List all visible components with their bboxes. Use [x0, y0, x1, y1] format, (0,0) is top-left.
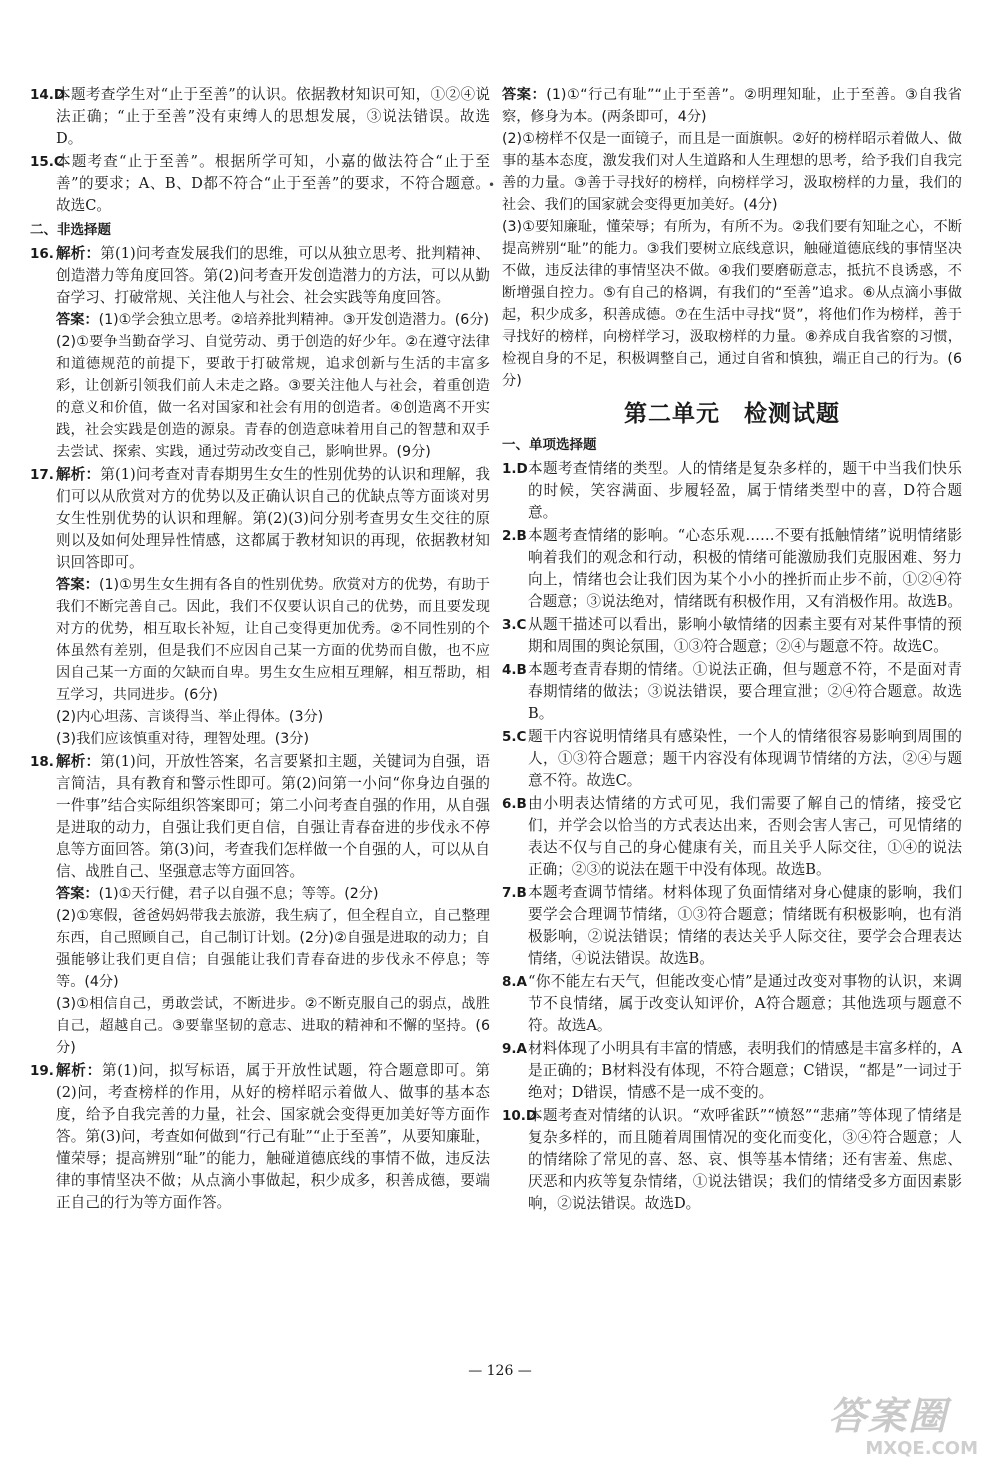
- answer-text: (3)①相信自己，勇敢尝试，不断进步。②不断克服自己的弱点，战胜自己，超越自己。③要靠坚韧的意志、进取的精神和不懈的坚持。(6分): [56, 996, 490, 1056]
- answer-item: [502, 1038, 962, 1104]
- answer-label: 答案：: [56, 312, 99, 328]
- item-text: “你不能左右天气，但能改变心情”是通过改变对事物的认识，来调节不良情绪，属于改变认知评价，A符合题意；其他选项与题意不符。故选A。: [528, 973, 962, 1034]
- analysis-label: 解析：: [56, 1062, 102, 1079]
- watermark-url: MXQE.COM: [865, 1438, 978, 1459]
- answer-label: 答案：: [502, 87, 547, 103]
- item-number: 3.C: [502, 617, 527, 633]
- answer-label: 答案：: [56, 886, 99, 902]
- item-number: 19.: [30, 1063, 54, 1079]
- question-16: [30, 243, 490, 463]
- left-column: [30, 84, 490, 1215]
- item-text: 本题考查对情绪的认识。“欢呼雀跃”“愤怒”“悲痛”等体现了情绪是复杂多样的，而且随着周围情况的变化而变化，③④符合题意；人的情绪除了常见的喜、怒、哀、惧等基本情绪；还有害羞、焦虑、厌恶和内疚等复杂情绪，①说法错误；我们的情绪受多方面因素影响，②说法错误。故选D。: [528, 1107, 962, 1212]
- answer-item: [502, 614, 962, 658]
- item-number: 16.: [30, 246, 54, 262]
- answer-paragraph: [56, 883, 490, 905]
- answer-item: [502, 793, 962, 881]
- item-text: 本题考查学生对“止于至善”的认识。依据教材知识可知，①②④说法正确；“止于至善”没有束缚人的思想发展，③说法错误。故选D。: [56, 86, 490, 147]
- item-number: 8.A: [502, 974, 527, 990]
- item-number: 10.D: [502, 1108, 538, 1124]
- answer-text: (1)①天行健，君子以自强不息；等等。(2分): [98, 886, 379, 902]
- item-text: 本题考查情绪的类型。人的情绪是复杂多样的，题干中当我们快乐的时候，笑容满面、步履轻盈，属于情绪类型中的喜，D符合题意。: [528, 460, 962, 521]
- answer-text: (3)我们应该慎重对待，理智处理。(3分): [56, 731, 310, 747]
- analysis-paragraph: [56, 243, 490, 309]
- section-heading: 一、单项选择题: [502, 437, 597, 453]
- question-18: [30, 751, 490, 1059]
- item-text: 本题考查“止于至善”。根据所学可知，小嘉的做法符合“止于至善”的要求；A、B、D都不符合“止于至善”的要求，不符合题意。故选C。: [56, 153, 490, 214]
- right-column: [502, 84, 962, 1216]
- analysis-label: 解析：: [56, 245, 101, 262]
- analysis-paragraph: [56, 464, 490, 574]
- answer-item: [30, 84, 490, 150]
- answer-item: [502, 659, 962, 725]
- watermark-logo: 答案圈: [828, 1394, 949, 1438]
- item-text: 本题考查青春期的情绪。①说法正确，但与题意不符，不是面对青春期情绪的做法；③说法错误，要合理宣泄；②④符合题意。故选B。: [528, 661, 962, 722]
- answer-paragraph: [56, 574, 490, 706]
- item-number: 9.A: [502, 1041, 527, 1057]
- item-number: 17.: [30, 467, 54, 483]
- item-number: 14.D: [30, 87, 66, 103]
- analysis-text: 第(1)问，拟写标语，属于开放性试题，符合题意即可。第(2)问，考查榜样的作用，从好的榜样昭示着做人、做事的基本态度，给予自我完善的力量，社会、国家就会变得更加美好等方面作答。第(3)问，考查如何做到“行己有耻”“止于至善”，从要知廉耻，懂荣辱；提高辨别“耻”的能力，触碰道德底线的事情不做，违反法律的事情坚决不做；从点滴小事做起，积少成多，积善成德，要端正自己的行为等方面作答。: [56, 1062, 490, 1211]
- answer-label: 答案：: [56, 577, 99, 593]
- item-number: 4.B: [502, 662, 527, 678]
- answer-text: (1)①学会独立思考。②培养批判精神。③开发创造潜力。(6分): [98, 312, 490, 328]
- item-number: 1.D: [502, 461, 528, 477]
- answer-text: (2)①寒假，爸爸妈妈带我去旅游，我生病了，但全程自立，自己整理东西，自己照顾自己，自己制订计划。(2分)②自强是进取的动力；自强能够让我们更自信；自强能让我们青春奋进的步伐永不停息；等等。(4分): [56, 908, 490, 990]
- item-text: 由小明表达情绪的方式可见，我们需要了解自己的情绪，接受它们，并学会以恰当的方式表达出来，否则会害人害己，可见情绪的表达不仅与自己的身心健康有关，而且关乎人际交往，①④的说法正确；②③的说法在题干中没有体现。故选B。: [528, 795, 962, 878]
- analysis-text: 第(1)问，开放性答案，名言要紧扣主题，关键词为自强，语言简洁，具有教育和警示性即可。第(2)问第一小问“你身边自强的一件事”结合实际组织答案即可；第二小问考查自强的作用，从自强是进取的动力，自强让我们更自信，自强让青春奋进的步伐永不停息等方面回答。第(3)问，考查我们怎样做一个自强的人，可以从自信、战胜自己、坚强意志等方面回答。: [56, 753, 490, 880]
- question-19: [30, 1060, 490, 1214]
- answer-text: (2)①榜样不仅是一面镜子，而且是一面旗帜。②好的榜样昭示着做人、做事的基本态度，激发我们对人生道路和人生理想的思考，给予我们自我完善的力量。③善于寻找好的榜样，向榜样学习，汲取榜样的力量，我们的社会、我们的国家就会变得更加美好。(4分): [502, 131, 962, 213]
- analysis-paragraph: [56, 1060, 490, 1214]
- answer-text: (1)①“行己有耻”“止于至善”。②明理知耻，止于至善。③自我省察，修身为本。(两条即可，4分): [502, 87, 962, 125]
- item-number: 6.B: [502, 796, 527, 812]
- answer-paragraph: [502, 84, 962, 128]
- page-number: — 126 —: [468, 1363, 532, 1379]
- unit-title: 第二单元 检测试题: [624, 401, 840, 427]
- item-text: 本题考查调节情绪。材料体现了负面情绪对身心健康的影响，我们要学会合理调节情绪，①③符合题意；情绪既有积极影响，也有消极影响，②说法错误；情绪的表达关乎人际交往，要学会合理表达情绪，④说法错误。故选B。: [528, 884, 962, 967]
- item-number: 15.C: [30, 154, 64, 170]
- item-number: 2.B: [502, 528, 527, 544]
- analysis-text: 第(1)问考查发展我们的思维，可以从独立思考、批判精神、创造潜力等角度回答。第(2)问考查开发创造潜力的方法，可以从勤奋学习、打破常规、关注他人与社会、社会实践等角度回答。: [56, 245, 490, 306]
- answer-item: [502, 882, 962, 970]
- item-text: 题干内容说明情绪具有感染性，一个人的情绪很容易影响到周围的人，①③符合题意；题干内容没有体现调节情绪的方法，②④与题意不符。故选C。: [528, 728, 962, 789]
- answer-item: [502, 726, 962, 792]
- question-19-answer: [502, 84, 962, 392]
- answer-text: (1)①男生女生拥有各自的性别优势。欣赏对方的优势，有助于我们不断完善自己。因此，我们不仅要认识自己的优势，而且要发现对方的优势，相互取长补短，让自己变得更加优秀。②不同性别的个体虽然有差别，但是我们不应因自己某一方面的优势而自傲，也不应因自己某一方面的欠缺而自卑。男生女生应相互理解，相互帮助，相互学习，共同进步。(6分): [56, 577, 490, 703]
- answer-text: (2)①要争当勤奋学习、自觉劳动、勇于创造的好少年。②在遵守法律和道德规范的前提下，要敢于打破常规，追求创新与生活的丰富多彩，让创新引领我们前人未走之路。③要关注他人与社会，着重创造的意义和价值，做一名对国家和社会有用的创造者。④创造离不开实践，社会实践是创造的源泉。青春的创造意味着用自己的智慧和双手去尝试、探索、实践，通过劳动改变自己，影响世界。(9分): [56, 334, 490, 460]
- analysis-label: 解析：: [56, 753, 101, 770]
- item-number: 7.B: [502, 885, 527, 901]
- item-text: 从题干描述可以看出，影响小敏情绪的因素主要有对某件事情的预期和周围的舆论氛围，①③符合题意；②④与题意不符。故选C。: [528, 616, 962, 655]
- answer-item: [502, 1105, 962, 1215]
- answer-item: [502, 525, 962, 613]
- answer-item: [30, 151, 490, 217]
- answer-paragraph: [56, 309, 490, 331]
- item-text: 材料体现了小明具有丰富的情感，表明我们的情感是丰富多样的，A是正确的；B材料没有体现，不符合题意；C错误，“都是”一词过于绝对；D错误，情感不是一成不变的。: [528, 1040, 962, 1101]
- answer-item: [502, 458, 962, 524]
- analysis-paragraph: [56, 751, 490, 883]
- answer-text: (2)内心坦荡、言谈得当、举止得体。(3分): [56, 709, 324, 725]
- stray-dot: •: [488, 178, 496, 192]
- section-heading: 二、非选择题: [30, 222, 111, 238]
- item-text: 本题考查情绪的影响。“心态乐观……不要有抵触情绪”说明情绪影响着我们的观念和行动，积极的情绪可能激励我们克服困难、努力向上，情绪也会让我们因为某个小小的挫折而止步不前，①②④符合题意；③说法绝对，情绪既有积极作用，又有消极作用。故选B。: [528, 527, 962, 610]
- question-17: [30, 464, 490, 750]
- item-number: 18.: [30, 754, 54, 770]
- analysis-text: 第(1)问考查对青春期男生女生的性别优势的认识和理解，我们可以从欣赏对方的优势以及正确认识自己的优缺点等方面谈对男女生性别优势的认识和理解。第(2)(3)问分别考查男女生交往的原则以及如何处理异性情感，这都属于教材知识的再现，依据教材知识回答即可。: [56, 466, 490, 571]
- answer-item: [502, 971, 962, 1037]
- site-watermark: [828, 1392, 978, 1462]
- answer-text: (3)①要知廉耻，懂荣辱；有所为，有所不为。②我们要有知耻之心，不断提高辨别“耻”的能力。③我们要树立底线意识，触碰道德底线的事情坚决不做，违反法律的事情坚决不做。④我们要磨砺意志，抵抗不良诱惑，不断增强自控力。⑤有自己的格调，有我们的“至善”追求。⑥从点滴小事做起，积少成多，积善成德。⑦在生活中寻找“贤”，将他们作为榜样，善于寻找好的榜样，向榜样学习，汲取榜样的力量。⑧养成自我省察的习惯，检视自身的不足，积极调整自己，通过自省和慎独，端正自己的行为。(6分): [502, 219, 962, 389]
- item-number: 5.C: [502, 729, 527, 745]
- analysis-label: 解析：: [56, 466, 101, 483]
